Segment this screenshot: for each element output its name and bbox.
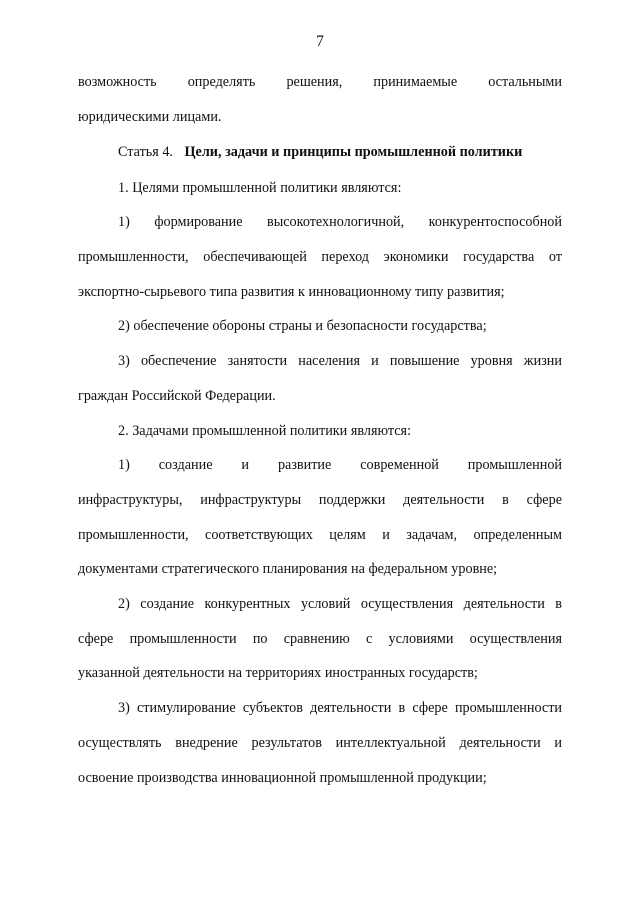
text-line: юридическими лицами. (78, 109, 222, 125)
article-heading (118, 142, 562, 162)
text-line: осуществлять внедрение результатов интеллектуальной деятельности и (78, 735, 562, 751)
text-line: промышленности, соответствующих целям и задачам, определенным (78, 527, 562, 543)
text-line: 1) формирование высокотехнологичной, конкурентоспособной (118, 214, 562, 230)
text-line: документами стратегического планирования на федеральном уровне; (78, 561, 498, 577)
text-line: промышленности, обеспечивающей переход экономики государства от (78, 249, 562, 265)
text-line: 2) обеспечение обороны страны и безопасности государства; (118, 318, 487, 334)
text-line: освоение производства инновационной промышленной продукции; (78, 770, 487, 786)
text-line: указанной деятельности на территориях иностранных государств; (78, 665, 478, 681)
text-line: сфере промышленности по сравнению с условиями осуществления (78, 631, 562, 647)
text-line: 1. Целями промышленной политики являются: (118, 180, 402, 196)
article-number: Статья 4. (118, 144, 173, 160)
text-line: граждан Российской Федерации. (78, 388, 276, 404)
text-line: 1) создание и развитие современной промышленной (118, 457, 562, 473)
text-line: 3) стимулирование субъектов деятельности в сфере промышленности (118, 700, 562, 716)
text-line: 2. Задачами промышленной политики являются: (118, 423, 412, 439)
text-line: инфраструктуры, инфраструктуры поддержки деятельности в сфере (78, 492, 562, 508)
text-line: 2) создание конкурентных условий осуществления деятельности в (118, 596, 562, 612)
text-line: возможность определять решения, принимаемые остальными (78, 74, 562, 90)
text-line: экспортно-сырьевого типа развития к инновационному типу развития; (78, 284, 505, 300)
text-line: 3) обеспечение занятости населения и повышение уровня жизни (118, 353, 562, 369)
page-number: 7 (316, 33, 324, 50)
article-title: Цели, задачи и принципы промышленной политики (184, 144, 523, 160)
